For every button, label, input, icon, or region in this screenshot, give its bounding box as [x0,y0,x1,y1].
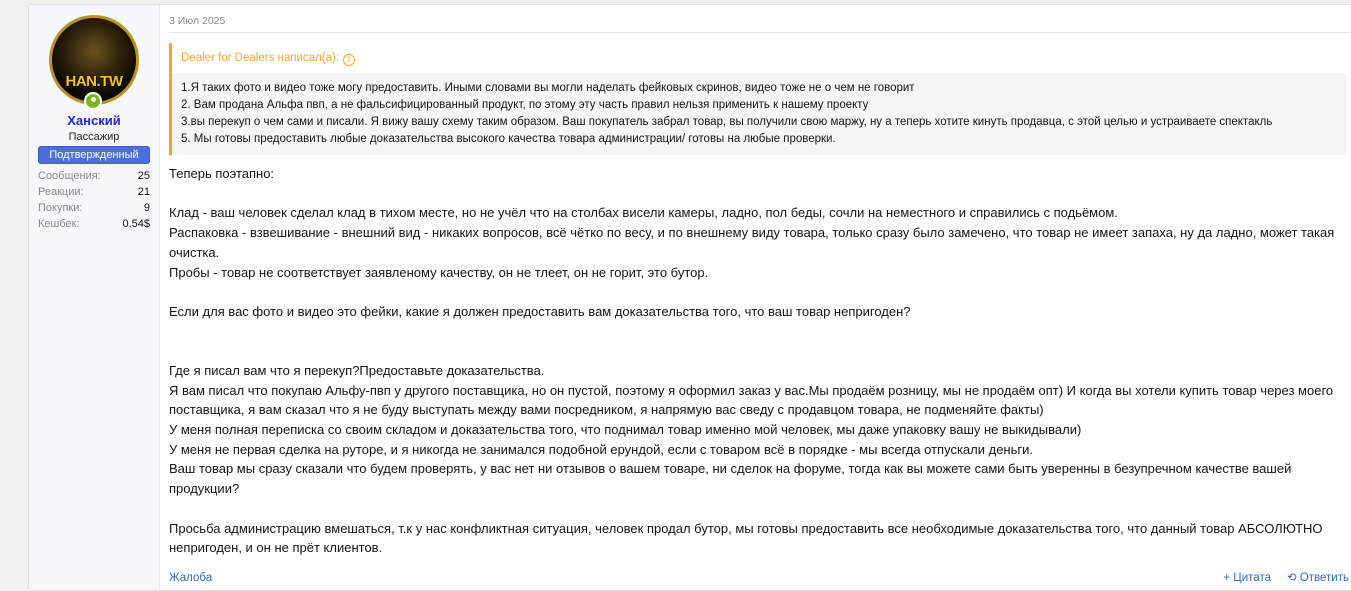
quote-line: 2. Вам продана Альфа пвп, а не фальсифицированный продукт, по этому эту часть правил нельзя применить к нашему проекту [181,99,869,111]
report-link[interactable]: Жалоба [169,571,213,584]
post-footer [169,570,1351,586]
quote-body [172,73,1347,155]
body-paragraph [169,322,1344,342]
quote-line: 1.Я таких фото и видео тоже могу предоставить. Иными словами вы могли наделать фейковых скринов, видео тоже не о чем не говорит [181,82,915,94]
body-paragraph: Клад - ваш человек сделал клад в тихом месте, но не учёл что на столбах висели камеры, ладно, пол беды, сочли на неместного и справились с подьёмом. [169,205,1118,221]
quote-button[interactable]: + Цитата [1223,571,1271,584]
user-sidebar [29,5,160,590]
avatar-logo-text: HAN.TW [65,73,123,90]
quote-author[interactable]: Dealer for Dealers написал(а): [181,52,340,64]
reply-button[interactable]: ⟲ Ответить [1287,571,1349,584]
stat-value: 21 [137,186,150,198]
body-paragraph: Где я писал вам что я перекуп?Предоставьте доказательства. [169,362,545,378]
body-paragraph: Ваш товар мы сразу сказали что будем проверять, у вас нет ни отзывов о вашем товаре, ни сделок на форуме, тогда как вы можете сами быть уверенны в безупречном качестве вашей продукции? [169,461,1292,497]
body-paragraph [169,499,1344,519]
user-rank: Пассажир [68,131,120,143]
body-paragraph: Распаковка - взвешивание - внешний вид - никаких вопросов, всё чётко по весу, и по внешнему виду товара, только сразу было замечено, что товар не имеет запаха, ну да ладно, может такая очистка. [169,225,1335,260]
body-paragraph [169,282,1344,302]
body-paragraph: Если для вас фото и видео это фейки, какие я должен предоставить вам доказательства того, что ваш товар непригоден? [169,303,911,319]
quote-header[interactable] [172,43,1347,73]
stat-label: Кешбек: [38,218,80,230]
stat-label: Реакции: [38,186,84,198]
body-paragraph: У меня не первая сделка на руторе, и я никогда не занимался подобной ерундой, если с товаром всё в порядке - мы всегда отпускали деньги. [169,441,1033,457]
stat-label: Сообщения: [38,170,101,182]
quote-block [169,43,1347,155]
post-content [160,5,1351,590]
body-paragraph: Пробы - товар не соответствует заявленому качеству, он не тлеет, он не горит, это бутор. [169,264,709,280]
username[interactable]: Ханский [67,113,121,128]
body-paragraph: Теперь поэтапно: [169,166,275,181]
post-date[interactable]: 3 Июл 2025 [169,5,1351,33]
stat-row [38,184,150,200]
online-status-icon [84,92,102,110]
stat-value: 9 [143,202,150,214]
post-body [169,155,1344,558]
arrow-up-icon[interactable]: ⇧ [343,54,355,66]
quote-line: 3.вы перекуп о чем сами и писали. Я вижу вашу схему таким образом. Ваш покупатель забрал товар, вы получили свою маржу, ну а теперь хотите кинуть продавца, с этой целью и устраиваете спектакль [181,116,1273,128]
user-stats [38,168,150,232]
stat-label: Покупки: [38,202,83,214]
stat-row [38,200,150,216]
body-paragraph: У меня полная переписка со своим складом и доказательства того, что поднимал товар именно мой человек, мы даже упаковку вашу не выкидывали) [169,422,1082,438]
body-paragraph [169,184,1344,204]
stat-value: 25 [137,170,150,182]
body-paragraph: Я вам писал что покупаю Альфу-пвп у другого поставщика, но он пустой, поэтому я оформил заказ у вас.Мы продаём розницу, мы не продаём опт) И когда вы хотели купить товар через моего поставщика, я вам сказал что я не буду выступать между вами посредником, я напрямую вас сведу с продавцом товара, не подменяйте факты) [169,382,1334,418]
forum-post [28,4,1351,591]
body-paragraph: Просьба администрацию вмешаться, т.к у нас конфликтная ситуация, человек продал бутор, мы готовы предоставить все необходимые доказательства того, что данный товар АБСОЛЮТНО непригоден, и он не прёт клиентов. [169,520,1323,556]
quote-line: 5. Мы готовы предоставить любые доказательства высокого качества товара администрации/ готовы на любые проверки. [181,133,836,145]
verified-badge: Подтвержденный [38,146,150,164]
stat-value: 0.54$ [122,218,150,230]
stat-row [38,168,150,184]
body-paragraph [169,341,1344,361]
stat-row [38,216,150,232]
